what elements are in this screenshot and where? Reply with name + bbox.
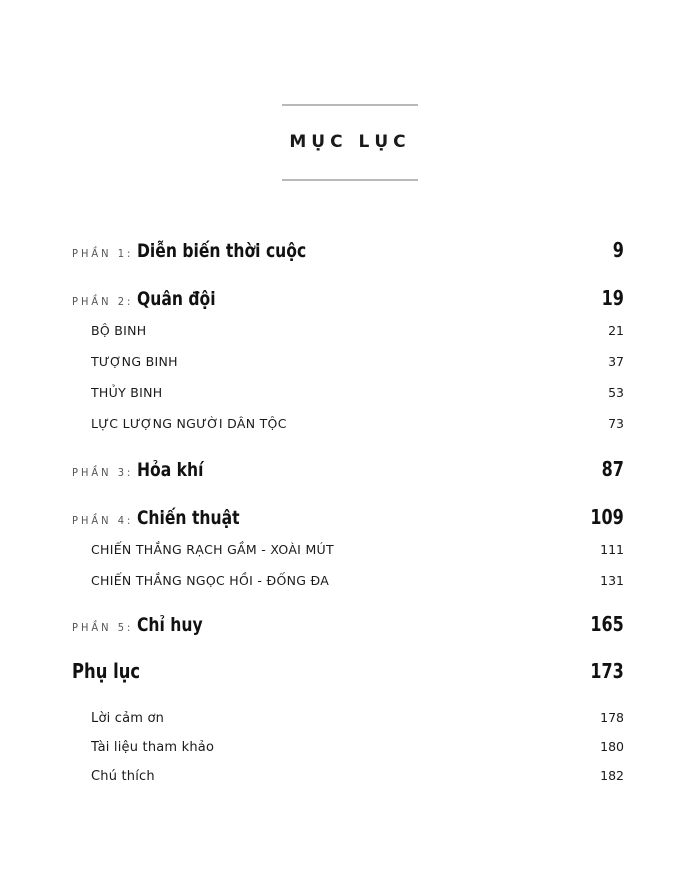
part-page-number: 9	[612, 238, 624, 262]
appendix-item-page-number: 178	[600, 710, 624, 725]
part-page-number: 109	[590, 505, 624, 529]
part-title: Diễn biến thời cuộc	[137, 240, 307, 262]
appendix-item-title: Lời cảm ơn	[91, 711, 165, 726]
part-label: PHẦN 1:	[72, 247, 134, 260]
toc-appendix-left	[72, 659, 155, 683]
chapter-page-number: 73	[608, 416, 624, 431]
appendix-item-page-number: 182	[600, 768, 624, 783]
chapter-title: TƯỢNG BINH	[91, 354, 178, 369]
toc-part-3[interactable]	[72, 457, 624, 487]
part-title: Hỏa khí	[137, 459, 204, 481]
chapter-page-number: 111	[600, 542, 624, 557]
part-label: PHẦN 3:	[72, 466, 134, 479]
appendix-title: Phụ lục	[72, 659, 141, 683]
chapter-title: BỘ BINH	[91, 323, 147, 338]
toc-part-5-left	[72, 614, 217, 636]
toc-appendix-item[interactable]	[91, 710, 624, 732]
toc-part-3-left	[72, 459, 218, 481]
appendix-page-number: 173	[590, 659, 624, 683]
toc-chapter-row[interactable]	[91, 416, 624, 438]
title-rule-top	[282, 104, 418, 106]
part-title: Chỉ huy	[137, 614, 203, 636]
toc-part-2[interactable]	[72, 286, 624, 316]
toc-chapter-row[interactable]	[91, 573, 624, 595]
toc-part-4[interactable]	[72, 505, 624, 535]
toc-part-4-left	[72, 507, 262, 529]
toc-appendix[interactable]	[72, 659, 624, 689]
appendix-item-page-number: 180	[600, 739, 624, 754]
part-label: PHẦN 4:	[72, 514, 134, 527]
toc-title: MỤC LỤC	[289, 132, 411, 152]
chapter-title: CHIẾN THẮNG NGỌC HỒI - ĐỐNG ĐA	[91, 573, 330, 588]
toc-chapter-row[interactable]	[91, 323, 624, 345]
chapter-page-number: 21	[608, 323, 624, 338]
toc-part-5[interactable]	[72, 612, 624, 642]
part-label: PHẦN 5:	[72, 621, 134, 634]
chapter-title: THỦY BINH	[91, 385, 163, 400]
part-title: Chiến thuật	[137, 507, 240, 529]
part-page-number: 87	[601, 457, 624, 481]
toc-part-1[interactable]	[72, 238, 624, 268]
appendix-item-title: Tài liệu tham khảo	[91, 740, 215, 755]
toc-appendix-item[interactable]	[91, 739, 624, 761]
toc-part-1-left	[72, 240, 344, 262]
appendix-item-title: Chú thích	[91, 769, 155, 784]
title-rule-bottom	[282, 179, 418, 181]
toc-part-2-left	[72, 288, 233, 310]
chapter-page-number: 53	[608, 385, 624, 400]
chapter-title: CHIẾN THẮNG RẠCH GẦM - XOÀI MÚT	[91, 542, 334, 557]
toc-chapter-row[interactable]	[91, 542, 624, 564]
toc-chapter-row[interactable]	[91, 354, 624, 376]
chapter-title: LỰC LƯỢNG NGƯỜI DÂN TỘC	[91, 416, 287, 431]
toc-appendix-item[interactable]	[91, 768, 624, 790]
part-page-number: 19	[601, 286, 624, 310]
part-label: PHẦN 2:	[72, 295, 134, 308]
toc-chapter-row[interactable]	[91, 385, 624, 407]
part-page-number: 165	[590, 612, 624, 636]
chapter-page-number: 131	[600, 573, 624, 588]
part-title: Quân đội	[137, 288, 216, 310]
chapter-page-number: 37	[608, 354, 624, 369]
